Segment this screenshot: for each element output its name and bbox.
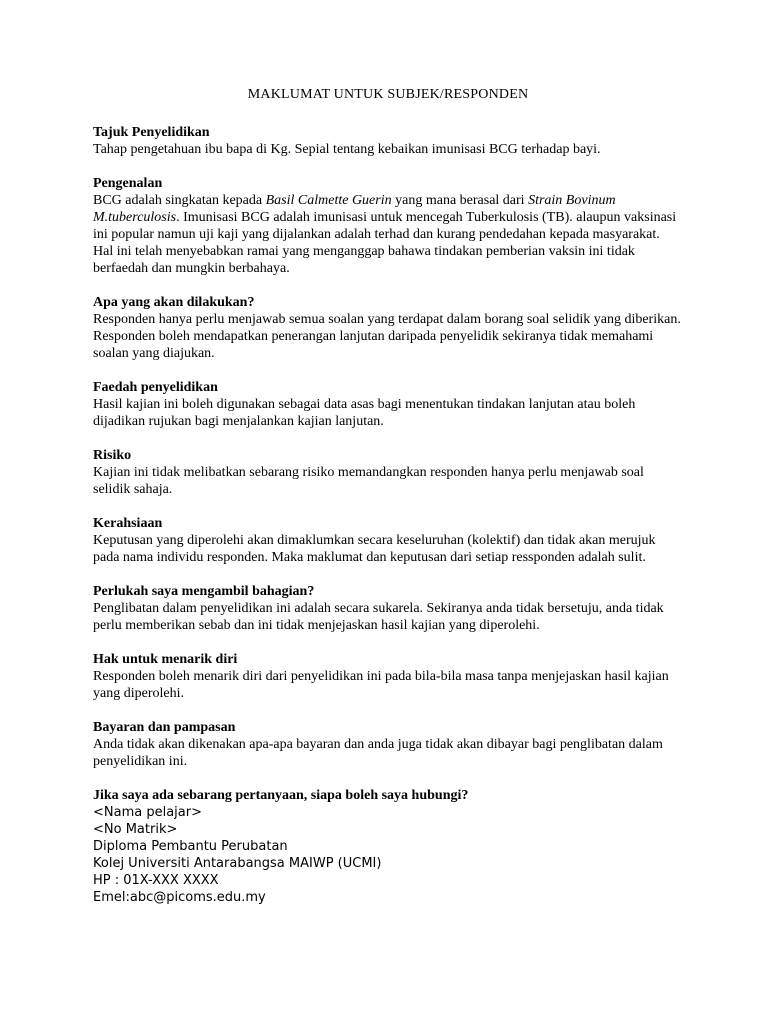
document-page: [93, 86, 683, 923]
section-body: Hasil kajian ini boleh digunakan sebagai data asas bagi menentukan tindakan lanjutan atau boleh dijadikan rujukan bagi menjalankan kajian lanjutan.: [93, 397, 636, 429]
section-body: Anda tidak akan dikenakan apa-apa bayaran dan anda juga tidak akan dibayar bagi penglibatan dalam penyelidikan ini.: [93, 737, 663, 769]
contact-matric-number: <No Matrik>: [93, 822, 178, 837]
section-hak-untuk-menarik-diri: [93, 651, 683, 702]
contact-student-name: <Nama pelajar>: [93, 805, 202, 820]
section-heading: Perlukah saya mengambil bahagian?: [93, 584, 315, 599]
section-tajuk-penyelidikan: [93, 124, 683, 158]
section-heading: Bayaran dan pampasan: [93, 720, 236, 735]
document-title: MAKLUMAT UNTUK SUBJEK/RESPONDEN: [247, 87, 529, 102]
section-body: Responden hanya perlu menjawab semua soalan yang terdapat dalam borang soal selidik yang diberikan. Responden boleh mendapatkan penerangan lanjutan daripada penyelidik sekiranya tidak memahami soalan yang diajukan.: [93, 312, 681, 361]
section-heading: Faedah penyelidikan: [93, 380, 218, 395]
section-heading: Risiko: [93, 448, 132, 463]
section-perlukah-saya-mengambil-bahagian: [93, 583, 683, 634]
section-faedah-penyelidikan: [93, 379, 683, 430]
section-heading: Kerahsiaan: [93, 516, 163, 531]
section-heading: Hak untuk menarik diri: [93, 652, 238, 667]
italic-term: Basil Calmette Guerin: [265, 193, 392, 208]
section-heading: Pengenalan: [93, 176, 163, 191]
body-text: BCG adalah singkatan kepada: [93, 193, 266, 208]
section-body: Penglibatan dalam penyelidikan ini adalah secara sukarela. Sekiranya anda tidak bersetuju, anda tidak perlu memberikan sebab dan ini tidak menjejaskan hasil kajian yang diperolehi.: [93, 601, 664, 633]
section-pengenalan: [93, 175, 683, 277]
body-text: . Imunisasi BCG adalah imunisasi untuk mencegah Tuberkulosis (TB). alaupun vaksinasi ini popular namun uji kaji yang dijalankan adalah terhad dan kurang pendedahan kepada masyarakat. Hal ini telah menyebabkan ramai yang menganggap bahawa tindakan pemberian vaksin ini tidak berfaedah dan mungkin berbahaya.: [93, 210, 677, 276]
italic-term: Strain Bovinum M.tuberculosis: [93, 193, 616, 225]
section-body: Keputusan yang diperolehi akan dimaklumkan secara keseluruhan (kolektif) dan tidak akan merujuk pada nama individu responden. Maka maklumat dan keputusan dari setiap ressponden adalah sulit.: [93, 533, 656, 565]
contact-email: Emel:abc@picoms.edu.my: [93, 890, 266, 905]
section-apa-yang-akan-dilakukan: [93, 294, 683, 362]
contact-programme: Diploma Pembantu Perubatan: [93, 839, 288, 854]
section-kerahsiaan: [93, 515, 683, 566]
body-text: yang mana berasal dari: [391, 193, 529, 208]
section-bayaran-dan-pampasan: [93, 719, 683, 770]
section-body: [93, 192, 683, 277]
section-contact: [93, 787, 683, 906]
contact-heading: Jika saya ada sebarang pertanyaan, siapa boleh saya hubungi?: [93, 788, 469, 803]
section-heading: Apa yang akan dilakukan?: [93, 295, 255, 310]
section-body: Tahap pengetahuan ibu bapa di Kg. Sepial tentang kebaikan imunisasi BCG terhadap bayi.: [93, 142, 601, 157]
section-body: Responden boleh menarik diri dari penyelidikan ini pada bila-bila masa tanpa menjejaskan hasil kajian yang diperolehi.: [93, 669, 669, 701]
contact-institution: Kolej Universiti Antarabangsa MAIWP (UCMI): [93, 856, 382, 871]
contact-phone: HP : 01X-XXX XXXX: [93, 873, 219, 888]
section-risiko: [93, 447, 683, 498]
section-heading: Tajuk Penyelidikan: [93, 125, 210, 140]
section-body: Kajian ini tidak melibatkan sebarang risiko memandangkan responden hanya perlu menjawab soal selidik sahaja.: [93, 465, 644, 497]
